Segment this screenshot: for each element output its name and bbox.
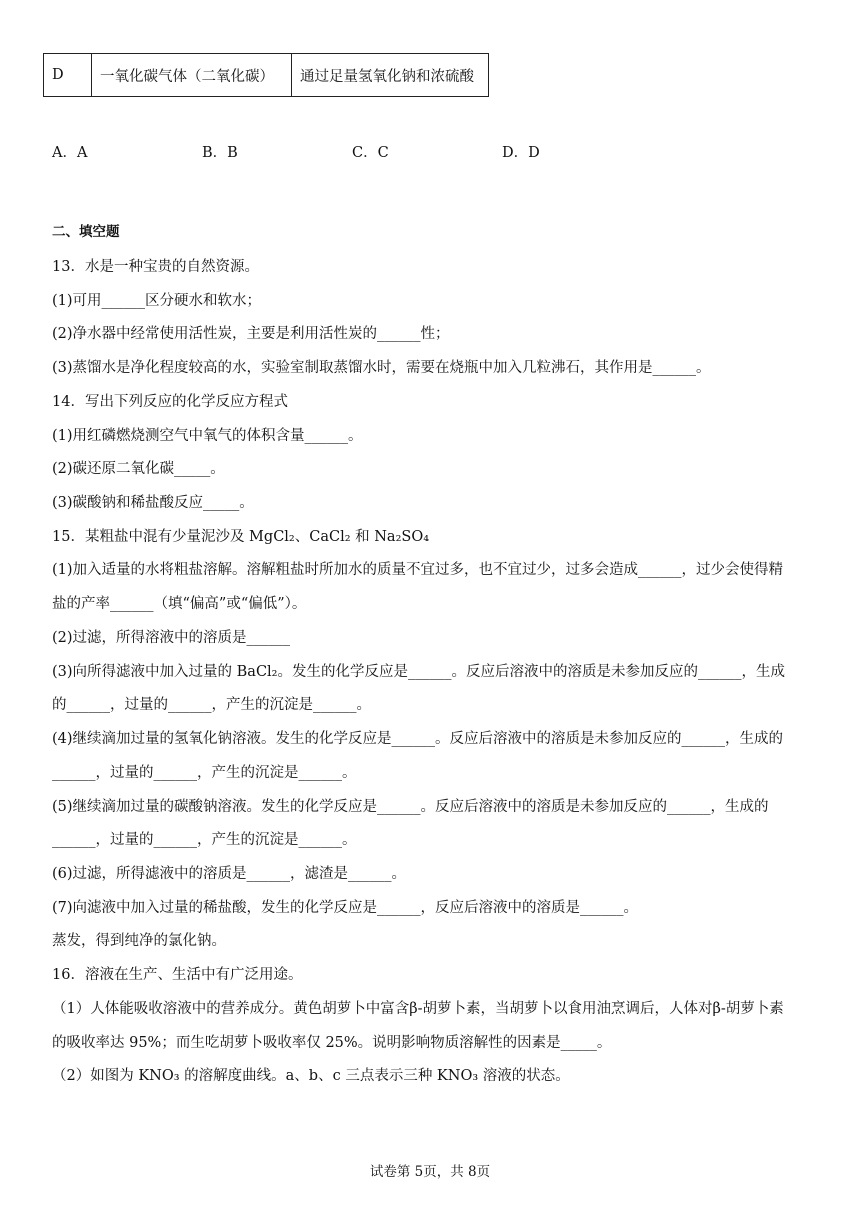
section-title: 二、填空题 — [52, 224, 120, 240]
question-13-part-2: (2)净水器中经常使用活性炭，主要是利用活性炭的______性； — [52, 326, 450, 342]
question-13-part-3: (3)蒸馏水是净化程度较高的水，实验室制取蒸馏水时，需要在烧瓶中加入几粒沸石，其作用是______。 — [52, 360, 711, 376]
question-15-stem: 15．某粗盐中混有少量泥沙及 MgCl₂、CaCl₂ 和 Na₂SO₄ — [52, 529, 430, 545]
question-16-stem: 16．溶液在生产、生活中有广泛用途。 — [52, 967, 303, 983]
choice-a[interactable]: A．A — [52, 145, 88, 161]
question-15-part-5-line-1: (5)继续滴加过量的碳酸钠溶液。发生的化学反应是______。反应后溶液中的溶质是未参加反应的______，生成的 — [52, 799, 769, 815]
question-14-part-3: (3)碳酸钠和稀盐酸反应_____。 — [52, 495, 254, 511]
question-15-part-2: (2)过滤，所得溶液中的溶质是______ — [52, 630, 291, 646]
substance-cell: 一氧化碳气体（二氧化碳） — [92, 54, 292, 97]
choice-c[interactable]: C．C — [352, 145, 389, 161]
question-14-stem: 14．写出下列反应的化学反应方程式 — [52, 394, 288, 410]
question-15-part-7: (7)向滤液中加入过量的稀盐酸，发生的化学反应是______，反应后溶液中的溶质是______。 — [52, 900, 639, 916]
question-15-part-5-line-2: ______，过量的______，产生的沉淀是______。 — [52, 832, 357, 848]
choice-d[interactable]: D．D — [502, 145, 540, 161]
question-16-part-2: （2）如图为 KNO₃ 的溶解度曲线。a、b、c 三点表示三种 KNO₃ 溶液的状态。 — [52, 1068, 570, 1084]
question-14-part-2: (2)碳还原二氧化碳_____。 — [52, 461, 225, 477]
choice-b[interactable]: B．B — [202, 145, 238, 161]
question-13-stem: 13．水是一种宝贵的自然资源。 — [52, 259, 259, 275]
question-15-part-3-line-1: (3)向所得滤液中加入过量的 BaCl₂。发生的化学反应是______。反应后溶液中的溶质是未参加反应的______，生成 — [52, 664, 785, 680]
question-15-part-6: (6)过滤，所得滤液中的溶质是______，滤渣是______。 — [52, 866, 407, 882]
question-15-part-1-line-2: 盐的产率______（填“偏高”或“偏低”）。 — [52, 596, 307, 612]
question-15-part-1-line-1: (1)加入适量的水将粗盐溶解。溶解粗盐时所加水的质量不宜过多，也不宜过少，过多会造成______，过少会使得精 — [52, 562, 784, 578]
table-row-d — [44, 54, 489, 97]
options-table — [43, 53, 489, 97]
method-cell: 通过足量氢氧化钠和浓硫酸 — [292, 54, 489, 97]
question-16-part-1-line-2: 的吸收率达 95%；而生吃胡萝卜吸收率仅 25%。说明影响物质溶解性的因素是_____。 — [52, 1035, 612, 1051]
question-15-conclusion: 蒸发，得到纯净的氯化钠。 — [52, 933, 226, 949]
page-footer: 试卷第 5页，共 8页 — [369, 1164, 491, 1180]
question-15-part-4-line-1: (4)继续滴加过量的氢氧化钠溶液。发生的化学反应是______。反应后溶液中的溶质是未参加反应的______，生成的 — [52, 731, 784, 747]
question-14-part-1: (1)用红磷燃烧测空气中氧气的体积含量______。 — [52, 428, 363, 444]
question-15-part-3-line-2: 的______，过量的______，产生的沉淀是______。 — [52, 697, 371, 713]
option-cell: D — [44, 54, 92, 97]
question-13-part-1: (1)可用______区分硬水和软水； — [52, 293, 262, 309]
question-15-part-4-line-2: ______，过量的______，产生的沉淀是______。 — [52, 765, 357, 781]
question-16-part-1-line-1: （1）人体能吸收溶液中的营养成分。黄色胡萝卜中富含β-胡萝卜素，当胡萝卜以食用油烹调后，人体对β-胡萝卜素 — [52, 1001, 784, 1017]
